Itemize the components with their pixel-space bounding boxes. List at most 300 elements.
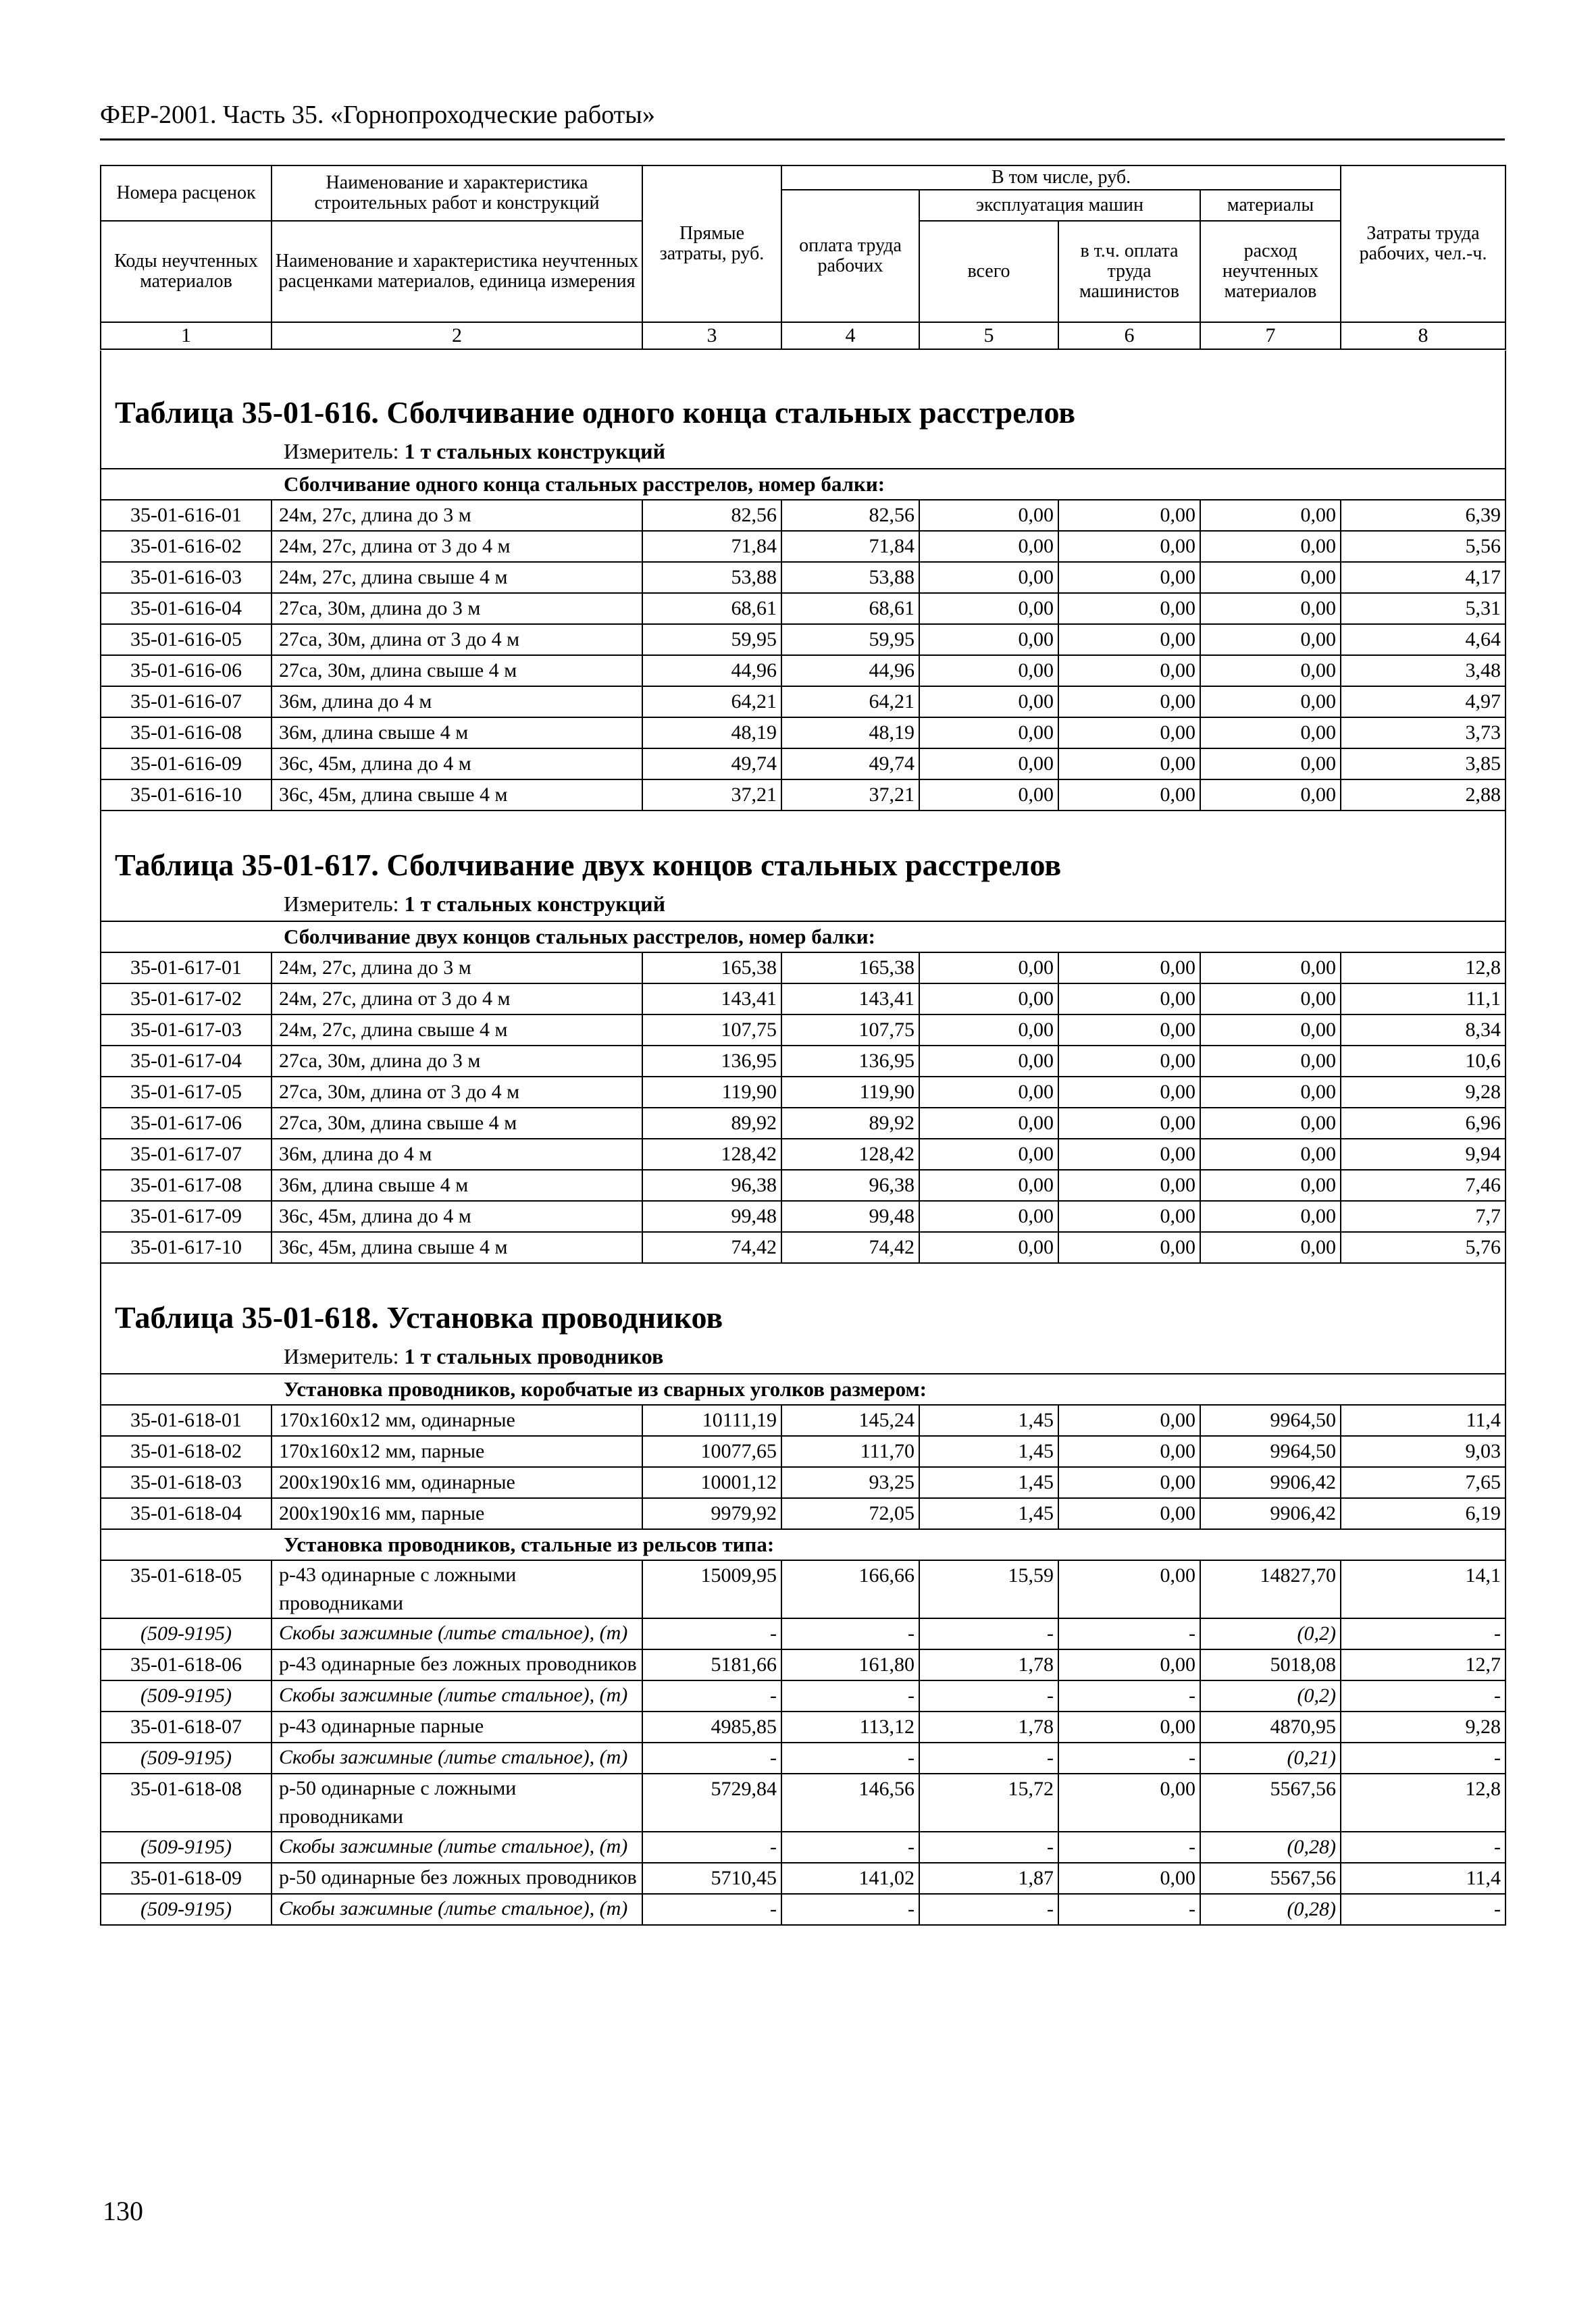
- value-cell: 165,38: [781, 952, 919, 983]
- value-cell: 0,00: [1058, 1649, 1200, 1680]
- material-row: [101, 1618, 1505, 1649]
- value-cell: 0,00: [919, 748, 1058, 779]
- material-value: -: [919, 1618, 1058, 1649]
- value-cell: 15,59: [919, 1560, 1058, 1618]
- value-cell: 9906,42: [1200, 1467, 1341, 1498]
- value-cell: 0,00: [1058, 562, 1200, 593]
- rate-code: 35-01-617-03: [101, 1014, 272, 1046]
- section-title: Таблица 35-01-617. Сболчивание двух концов стальных расстрелов: [101, 844, 1505, 887]
- value-cell: 0,00: [1200, 779, 1341, 811]
- rate-code: 35-01-618-03: [101, 1467, 272, 1498]
- material-code: (509-9195): [101, 1680, 272, 1712]
- table-row: [101, 1774, 1505, 1832]
- column-number: 7: [1200, 322, 1341, 349]
- value-cell: 0,00: [1058, 1201, 1200, 1232]
- work-name: 24м, 27с, длина от 3 до 4 м: [272, 531, 642, 562]
- rate-code: 35-01-617-01: [101, 952, 272, 983]
- material-value: -: [1341, 1894, 1505, 1925]
- value-cell: 4,97: [1341, 686, 1505, 717]
- material-value: -: [642, 1894, 781, 1925]
- value-cell: 0,00: [1058, 1436, 1200, 1467]
- material-value: (0,2): [1200, 1680, 1341, 1712]
- value-cell: 5181,66: [642, 1649, 781, 1680]
- group-heading: Установка проводников, коробчатые из сварных уголков размером:: [101, 1374, 1505, 1405]
- value-cell: 3,85: [1341, 748, 1505, 779]
- header-material-name: Наименование и характеристика неучтенных расценками материалов, единица измерения: [272, 221, 642, 322]
- material-name: Скобы зажимные (литье стальное), (т): [272, 1743, 642, 1774]
- material-value: -: [642, 1680, 781, 1712]
- value-cell: 5,56: [1341, 531, 1505, 562]
- rate-code: 35-01-618-04: [101, 1498, 272, 1529]
- value-cell: 0,00: [1058, 1108, 1200, 1139]
- value-cell: 0,00: [919, 562, 1058, 593]
- value-cell: 0,00: [1200, 983, 1341, 1014]
- value-cell: 44,96: [781, 655, 919, 686]
- material-value: -: [1058, 1743, 1200, 1774]
- value-cell: 0,00: [1200, 655, 1341, 686]
- value-cell: 0,00: [1200, 1232, 1341, 1263]
- value-cell: 49,74: [781, 748, 919, 779]
- value-cell: 0,00: [1200, 531, 1341, 562]
- value-cell: 0,00: [1200, 1014, 1341, 1046]
- section-spacer: [101, 1263, 1505, 1296]
- table-row: [101, 983, 1505, 1014]
- rate-code: 35-01-617-05: [101, 1077, 272, 1108]
- value-cell: 93,25: [781, 1467, 919, 1498]
- rates-table: [100, 351, 1506, 1926]
- material-value: (0,28): [1200, 1832, 1341, 1863]
- value-cell: 0,00: [1058, 748, 1200, 779]
- work-name: 27са, 30м, длина от 3 до 4 м: [272, 1077, 642, 1108]
- table-row: [101, 1232, 1505, 1263]
- value-cell: 0,00: [1200, 1077, 1341, 1108]
- header-material-codes: Коды неучтенных материалов: [101, 221, 272, 322]
- value-cell: 5,76: [1341, 1232, 1505, 1263]
- value-cell: 72,05: [781, 1498, 919, 1529]
- rate-code: 35-01-617-07: [101, 1139, 272, 1170]
- section-title: Таблица 35-01-618. Установка проводников: [101, 1296, 1505, 1339]
- rate-code: 35-01-618-05: [101, 1560, 272, 1618]
- work-name: 36м, длина свыше 4 м: [272, 717, 642, 748]
- rate-code: 35-01-616-09: [101, 748, 272, 779]
- table-row: [101, 1649, 1505, 1680]
- value-cell: 3,73: [1341, 717, 1505, 748]
- value-cell: 10111,19: [642, 1405, 781, 1436]
- value-cell: 53,88: [642, 562, 781, 593]
- value-cell: 10077,65: [642, 1436, 781, 1467]
- table-row: [101, 1077, 1505, 1108]
- measure-value: 1 т стальных проводников: [404, 1344, 664, 1368]
- work-name: 24м, 27с, длина свыше 4 м: [272, 562, 642, 593]
- value-cell: 15,72: [919, 1774, 1058, 1832]
- value-cell: 12,8: [1341, 1774, 1505, 1832]
- work-name: 200x190x16 мм, парные: [272, 1498, 642, 1529]
- rate-code: 35-01-618-09: [101, 1863, 272, 1894]
- table-row: [101, 1467, 1505, 1498]
- work-name: 24м, 27с, длина от 3 до 4 м: [272, 983, 642, 1014]
- table-row: [101, 1560, 1505, 1618]
- material-value: -: [919, 1743, 1058, 1774]
- value-cell: 5710,45: [642, 1863, 781, 1894]
- value-cell: 0,00: [1058, 952, 1200, 983]
- value-cell: 128,42: [642, 1139, 781, 1170]
- value-cell: 165,38: [642, 952, 781, 983]
- column-number-row: [101, 322, 1505, 349]
- rate-code: 35-01-618-07: [101, 1712, 272, 1743]
- value-cell: 0,00: [1058, 624, 1200, 655]
- material-code: (509-9195): [101, 1743, 272, 1774]
- value-cell: 9964,50: [1200, 1436, 1341, 1467]
- value-cell: 113,12: [781, 1712, 919, 1743]
- value-cell: 11,4: [1341, 1405, 1505, 1436]
- value-cell: 146,56: [781, 1774, 919, 1832]
- value-cell: 141,02: [781, 1863, 919, 1894]
- table-row: [101, 1863, 1505, 1894]
- rate-code: 35-01-618-08: [101, 1774, 272, 1832]
- measure-value: 1 т стальных конструкций: [404, 892, 666, 916]
- value-cell: 99,48: [781, 1201, 919, 1232]
- value-cell: 1,78: [919, 1649, 1058, 1680]
- material-name: Скобы зажимные (литье стальное), (т): [272, 1618, 642, 1649]
- table-row: [101, 1712, 1505, 1743]
- column-number: 6: [1058, 322, 1200, 349]
- value-cell: 68,61: [781, 593, 919, 624]
- material-value: (0,28): [1200, 1894, 1341, 1925]
- work-name: 24м, 27с, длина свыше 4 м: [272, 1014, 642, 1046]
- value-cell: 68,61: [642, 593, 781, 624]
- measure-label: Измеритель:: [284, 1344, 399, 1368]
- work-name: р-43 одинарные без ложных проводников: [272, 1649, 642, 1680]
- value-cell: 7,65: [1341, 1467, 1505, 1498]
- value-cell: 0,00: [1058, 717, 1200, 748]
- value-cell: 0,00: [1058, 1139, 1200, 1170]
- measure-unit-row: [101, 434, 1505, 469]
- table-row: [101, 1436, 1505, 1467]
- value-cell: 44,96: [642, 655, 781, 686]
- material-value: -: [1058, 1680, 1200, 1712]
- value-cell: 0,00: [1200, 717, 1341, 748]
- value-cell: 0,00: [1200, 593, 1341, 624]
- value-cell: 3,48: [1341, 655, 1505, 686]
- table-row: [101, 1014, 1505, 1046]
- rate-code: 35-01-616-04: [101, 593, 272, 624]
- value-cell: 9,28: [1341, 1712, 1505, 1743]
- rate-code: 35-01-616-07: [101, 686, 272, 717]
- value-cell: 9,03: [1341, 1436, 1505, 1467]
- work-name: 24м, 27с, длина до 3 м: [272, 952, 642, 983]
- value-cell: 71,84: [781, 531, 919, 562]
- value-cell: 14,1: [1341, 1560, 1505, 1618]
- value-cell: 10001,12: [642, 1467, 781, 1498]
- table-row: [101, 952, 1505, 983]
- value-cell: 0,00: [1058, 500, 1200, 531]
- rate-code: 35-01-617-02: [101, 983, 272, 1014]
- work-name: 200x190x16 мм, одинарные: [272, 1467, 642, 1498]
- value-cell: 0,00: [1058, 1405, 1200, 1436]
- value-cell: 5,31: [1341, 593, 1505, 624]
- table-row: [101, 593, 1505, 624]
- table-row: [101, 686, 1505, 717]
- value-cell: 9964,50: [1200, 1405, 1341, 1436]
- value-cell: 7,7: [1341, 1201, 1505, 1232]
- spacer: [101, 351, 1505, 391]
- material-value: -: [1341, 1743, 1505, 1774]
- measure-unit-row: [101, 1339, 1505, 1374]
- value-cell: 14827,70: [1200, 1560, 1341, 1618]
- value-cell: 0,00: [919, 1046, 1058, 1077]
- measure-value: 1 т стальных конструкций: [404, 439, 666, 463]
- value-cell: 1,78: [919, 1712, 1058, 1743]
- value-cell: 0,00: [1200, 1201, 1341, 1232]
- rate-code: 35-01-616-06: [101, 655, 272, 686]
- section-title-row: [101, 1296, 1505, 1339]
- value-cell: 6,19: [1341, 1498, 1505, 1529]
- group-heading: Установка проводников, стальные из рельсов типа:: [101, 1529, 1505, 1560]
- rate-code: 35-01-618-06: [101, 1649, 272, 1680]
- value-cell: 53,88: [781, 562, 919, 593]
- value-cell: 0,00: [1058, 1232, 1200, 1263]
- material-value: -: [781, 1743, 919, 1774]
- value-cell: 0,00: [919, 1108, 1058, 1139]
- work-name: 36с, 45м, длина до 4 м: [272, 748, 642, 779]
- value-cell: 74,42: [781, 1232, 919, 1263]
- header-workers-pay: оплата труда рабочих: [781, 190, 919, 322]
- section-spacer: [101, 351, 1505, 391]
- value-cell: 12,8: [1341, 952, 1505, 983]
- header-direct-costs: Прямые затраты, руб.: [642, 165, 781, 322]
- value-cell: 10,6: [1341, 1046, 1505, 1077]
- value-cell: 89,92: [642, 1108, 781, 1139]
- value-cell: 9906,42: [1200, 1498, 1341, 1529]
- work-name: 36м, длина до 4 м: [272, 686, 642, 717]
- value-cell: 37,21: [642, 779, 781, 811]
- header-labor-hours: Затраты труда рабочих, чел.-ч.: [1341, 165, 1505, 322]
- table-row: [101, 624, 1505, 655]
- column-number: 1: [101, 322, 272, 349]
- value-cell: 0,00: [919, 1014, 1058, 1046]
- value-cell: 0,00: [919, 655, 1058, 686]
- value-cell: 59,95: [781, 624, 919, 655]
- page-number: 130: [103, 2196, 143, 2226]
- value-cell: 0,00: [1200, 562, 1341, 593]
- rate-code: 35-01-616-02: [101, 531, 272, 562]
- value-cell: 107,75: [642, 1014, 781, 1046]
- value-cell: 0,00: [1058, 1077, 1200, 1108]
- header-material-usage: расход неучтенных материалов: [1200, 221, 1341, 322]
- value-cell: 64,21: [781, 686, 919, 717]
- header-operators-pay: в т.ч. оплата труда машинистов: [1058, 221, 1200, 322]
- table-row: [101, 1139, 1505, 1170]
- value-cell: 145,24: [781, 1405, 919, 1436]
- value-cell: 0,00: [1200, 1139, 1341, 1170]
- group-heading-row: [101, 469, 1505, 500]
- group-heading-row: [101, 921, 1505, 952]
- value-cell: 8,34: [1341, 1014, 1505, 1046]
- work-name: 36м, длина свыше 4 м: [272, 1170, 642, 1201]
- rates-table-body: [101, 351, 1505, 1925]
- header-rate-number: Номера расценок: [101, 165, 272, 221]
- value-cell: 0,00: [919, 952, 1058, 983]
- column-number: 3: [642, 322, 781, 349]
- material-value: -: [1341, 1680, 1505, 1712]
- value-cell: 9,28: [1341, 1077, 1505, 1108]
- value-cell: 5729,84: [642, 1774, 781, 1832]
- material-value: -: [642, 1618, 781, 1649]
- material-value: -: [919, 1832, 1058, 1863]
- value-cell: 0,00: [919, 686, 1058, 717]
- work-name: р-43 одинарные парные: [272, 1712, 642, 1743]
- value-cell: 166,66: [781, 1560, 919, 1618]
- value-cell: 111,70: [781, 1436, 919, 1467]
- work-name: 27са, 30м, длина свыше 4 м: [272, 1108, 642, 1139]
- value-cell: 48,19: [642, 717, 781, 748]
- value-cell: 1,45: [919, 1498, 1058, 1529]
- material-value: (0,2): [1200, 1618, 1341, 1649]
- value-cell: 0,00: [1058, 779, 1200, 811]
- material-row: [101, 1894, 1505, 1925]
- value-cell: 12,7: [1341, 1649, 1505, 1680]
- value-cell: 89,92: [781, 1108, 919, 1139]
- material-row: [101, 1832, 1505, 1863]
- rate-code: 35-01-616-05: [101, 624, 272, 655]
- value-cell: 161,80: [781, 1649, 919, 1680]
- spacer: [101, 1263, 1505, 1296]
- material-value: -: [919, 1894, 1058, 1925]
- value-cell: 2,88: [1341, 779, 1505, 811]
- value-cell: 96,38: [642, 1170, 781, 1201]
- value-cell: 119,90: [781, 1077, 919, 1108]
- material-value: -: [781, 1894, 919, 1925]
- value-cell: 0,00: [1058, 1712, 1200, 1743]
- header-machine-operation: эксплуатация машин: [919, 190, 1200, 221]
- value-cell: 4,17: [1341, 562, 1505, 593]
- value-cell: 119,90: [642, 1077, 781, 1108]
- work-name: 27са, 30м, длина до 3 м: [272, 1046, 642, 1077]
- value-cell: 0,00: [919, 593, 1058, 624]
- value-cell: 82,56: [642, 500, 781, 531]
- value-cell: 0,00: [1058, 1498, 1200, 1529]
- material-value: (0,21): [1200, 1743, 1341, 1774]
- material-code: (509-9195): [101, 1832, 272, 1863]
- value-cell: 0,00: [1058, 655, 1200, 686]
- value-cell: 15009,95: [642, 1560, 781, 1618]
- material-value: -: [1058, 1618, 1200, 1649]
- value-cell: 0,00: [1058, 1560, 1200, 1618]
- rate-code: 35-01-617-04: [101, 1046, 272, 1077]
- material-name: Скобы зажимные (литье стальное), (т): [272, 1680, 642, 1712]
- column-number: 5: [919, 322, 1058, 349]
- value-cell: 6,96: [1341, 1108, 1505, 1139]
- material-value: -: [642, 1743, 781, 1774]
- value-cell: 0,00: [1058, 983, 1200, 1014]
- header-including: В том числе, руб.: [781, 165, 1341, 190]
- group-heading: Сболчивание двух концов стальных расстрелов, номер балки:: [101, 921, 1505, 952]
- value-cell: 128,42: [781, 1139, 919, 1170]
- measure-unit: [101, 887, 1505, 921]
- group-heading-row: [101, 1374, 1505, 1405]
- column-number: 4: [781, 322, 919, 349]
- measure-label: Измеритель:: [284, 439, 399, 463]
- work-name: 170x160x12 мм, парные: [272, 1436, 642, 1467]
- section-title: Таблица 35-01-616. Сболчивание одного конца стальных расстрелов: [101, 391, 1505, 434]
- value-cell: 0,00: [919, 500, 1058, 531]
- value-cell: 0,00: [1200, 1108, 1341, 1139]
- value-cell: 11,1: [1341, 983, 1505, 1014]
- material-value: -: [1341, 1618, 1505, 1649]
- value-cell: 0,00: [919, 1170, 1058, 1201]
- value-cell: 0,00: [1200, 952, 1341, 983]
- value-cell: 1,45: [919, 1405, 1058, 1436]
- table-row: [101, 1201, 1505, 1232]
- table-row: [101, 1498, 1505, 1529]
- value-cell: 0,00: [1200, 1170, 1341, 1201]
- measure-unit: [101, 1339, 1505, 1374]
- value-cell: 9979,92: [642, 1498, 781, 1529]
- work-name: 36м, длина до 4 м: [272, 1139, 642, 1170]
- table-row: [101, 1108, 1505, 1139]
- material-code: (509-9195): [101, 1618, 272, 1649]
- section-title-row: [101, 391, 1505, 434]
- section-spacer: [101, 811, 1505, 844]
- rate-code: 35-01-618-02: [101, 1436, 272, 1467]
- value-cell: 0,00: [1200, 748, 1341, 779]
- section-title-row: [101, 844, 1505, 887]
- rate-code: 35-01-616-03: [101, 562, 272, 593]
- table-row: [101, 1046, 1505, 1077]
- material-value: -: [1058, 1832, 1200, 1863]
- material-row: [101, 1680, 1505, 1712]
- value-cell: 49,74: [642, 748, 781, 779]
- value-cell: 0,00: [919, 1139, 1058, 1170]
- column-number: 8: [1341, 322, 1505, 349]
- group-heading: Сболчивание одного конца стальных расстрелов, номер балки:: [101, 469, 1505, 500]
- material-name: Скобы зажимные (литье стальное), (т): [272, 1894, 642, 1925]
- rate-code: 35-01-617-06: [101, 1108, 272, 1139]
- value-cell: 37,21: [781, 779, 919, 811]
- rate-code: 35-01-616-01: [101, 500, 272, 531]
- value-cell: 48,19: [781, 717, 919, 748]
- value-cell: 0,00: [1058, 531, 1200, 562]
- value-cell: 71,84: [642, 531, 781, 562]
- work-name: р-50 одинарные без ложных проводников: [272, 1863, 642, 1894]
- rate-code: 35-01-617-10: [101, 1232, 272, 1263]
- table-row: [101, 500, 1505, 531]
- header-materials: материалы: [1200, 190, 1341, 221]
- table-row: [101, 748, 1505, 779]
- value-cell: 64,21: [642, 686, 781, 717]
- value-cell: 0,00: [1058, 593, 1200, 624]
- work-name: 36с, 45м, длина до 4 м: [272, 1201, 642, 1232]
- value-cell: 0,00: [1200, 1046, 1341, 1077]
- rate-code: 35-01-616-10: [101, 779, 272, 811]
- value-cell: 0,00: [919, 1077, 1058, 1108]
- table-row: [101, 1170, 1505, 1201]
- material-row: [101, 1743, 1505, 1774]
- value-cell: 5567,56: [1200, 1774, 1341, 1832]
- value-cell: 0,00: [1058, 1774, 1200, 1832]
- value-cell: 59,95: [642, 624, 781, 655]
- header-work-name: Наименование и характеристика строительных работ и конструкций: [272, 165, 642, 221]
- value-cell: 0,00: [919, 1232, 1058, 1263]
- rate-code: 35-01-617-09: [101, 1201, 272, 1232]
- value-cell: 0,00: [919, 779, 1058, 811]
- header-machines-total: всего: [919, 221, 1058, 322]
- value-cell: 0,00: [1058, 686, 1200, 717]
- table-row: [101, 655, 1505, 686]
- value-cell: 0,00: [1058, 1863, 1200, 1894]
- value-cell: 99,48: [642, 1201, 781, 1232]
- table-row: [101, 779, 1505, 811]
